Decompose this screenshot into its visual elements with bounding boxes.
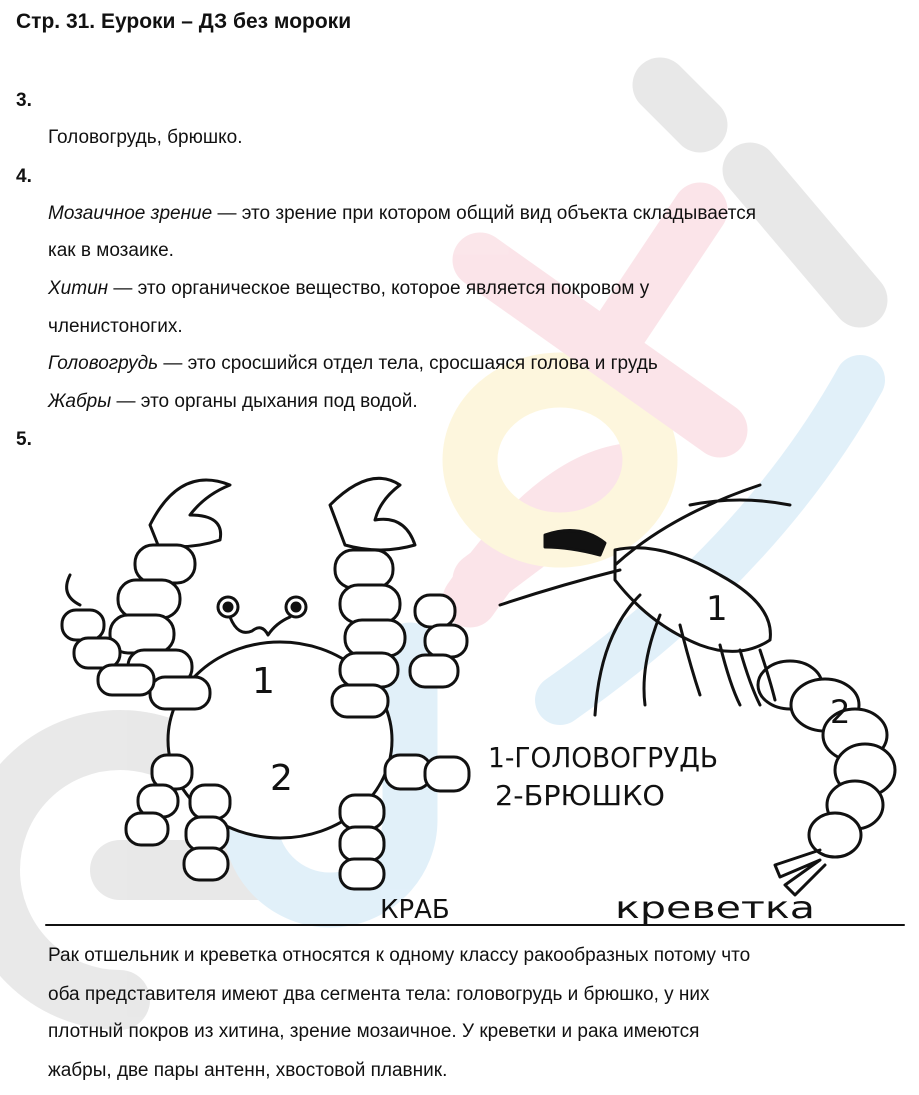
definition-text: — это органы дыхания под водой. xyxy=(111,391,418,412)
shrimp-cephalothorax xyxy=(615,548,770,652)
definition-text: — это сросшийся отдел тела, сросшаяся голова и грудь xyxy=(158,353,658,374)
definition-text: — это зрение при котором общий вид объекта складывается xyxy=(212,203,756,224)
crab-mark-2: 2 xyxy=(270,758,293,799)
term-mosaic-vision: Мозаичное зрение xyxy=(48,203,213,224)
shrimp-caption: креветка xyxy=(615,891,815,926)
term-chitin: Хитин xyxy=(48,278,109,299)
task-5-number: 5. xyxy=(16,429,32,450)
conclusion-line: плотный покров из хитина, зрение мозаичное. У креветки и рака имеются xyxy=(48,1021,700,1042)
page-title: Стр. 31. Еуроки – ДЗ без мороки xyxy=(16,10,352,33)
task-3-number: 3. xyxy=(16,90,32,111)
task-4-number: 4. xyxy=(16,166,32,187)
crab-caption: КРАБ xyxy=(380,895,450,925)
shrimp-mark-1: 1 xyxy=(706,589,728,629)
definition-gills xyxy=(48,391,418,413)
shrimp-eye xyxy=(545,531,605,556)
label-cephalothorax: 1-ГОЛОВОГРУДЬ xyxy=(488,741,718,774)
definition-mosaic-vision xyxy=(48,203,756,225)
term-gills: Жабры xyxy=(48,391,112,412)
definition-chitin xyxy=(48,278,649,300)
crab-right-claw xyxy=(330,478,415,717)
conclusion-line: Рак отшельник и креветка относятся к одному классу ракообразных потому что xyxy=(48,945,751,966)
definition-text: — это органическое вещество, которое является покровом у xyxy=(108,278,650,299)
task-3-answer: Головогрудь, брюшко. xyxy=(48,127,243,148)
crab-shrimp-drawing xyxy=(40,455,910,930)
conclusion-line: жабры, две пары антенн, хвостовой плавник. xyxy=(48,1060,448,1081)
crab-eyestalks xyxy=(230,617,290,635)
shrimp-abdomen xyxy=(758,661,895,857)
shrimp-mark-2: 2 xyxy=(830,693,851,731)
definition-mosaic-vision-cont: как в мозаике. xyxy=(48,240,174,261)
term-cephalothorax: Головогрудь xyxy=(48,353,159,374)
conclusion-line: оба представителя имеют два сегмента тела: головогрудь и брюшко, у них xyxy=(48,984,710,1005)
label-abdomen: 2-БРЮШКО xyxy=(495,779,665,812)
definition-cephalothorax xyxy=(48,353,658,375)
definition-chitin-cont: членистоногих. xyxy=(48,316,183,337)
crab-mark-1: 1 xyxy=(252,661,275,702)
shrimp-tail-fan xyxy=(775,850,825,895)
